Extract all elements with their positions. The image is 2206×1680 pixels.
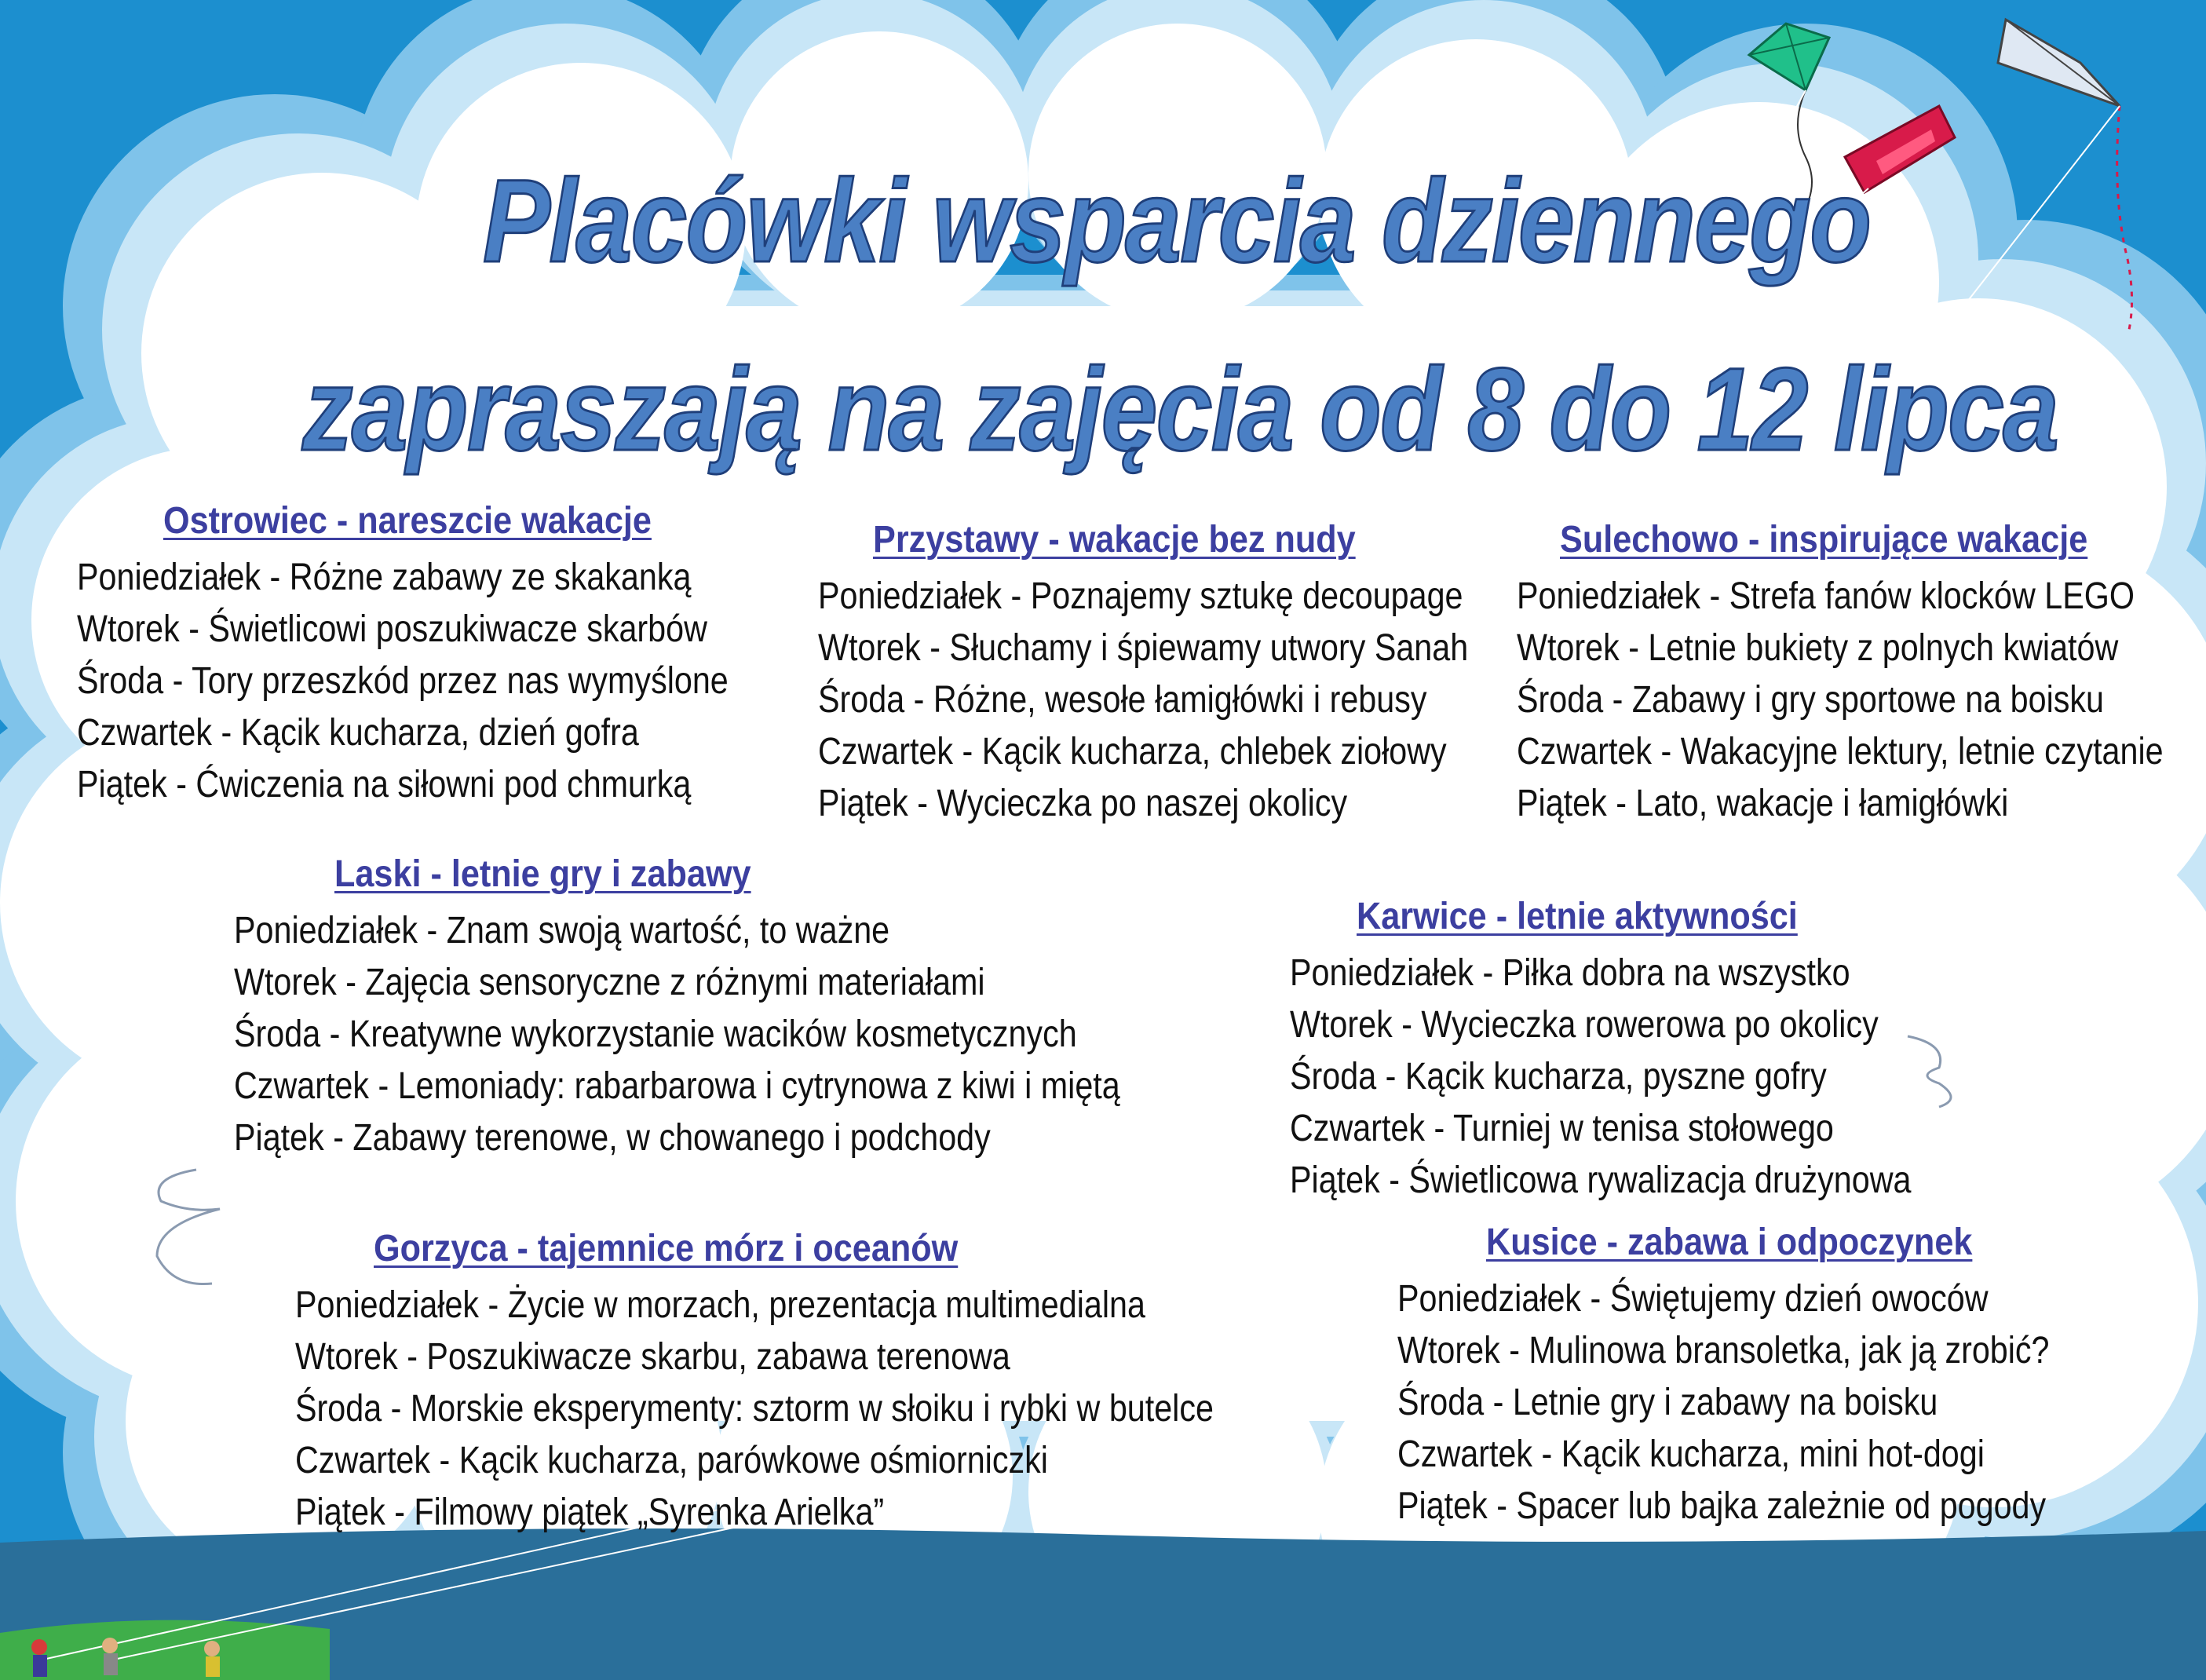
schedule-item: Środa - Zabawy i gry sportowe na boisku [1517,679,2104,721]
schedule-item: Piątek - Zabawy terenowe, w chowanego i podchody [234,1117,991,1159]
location-heading: Sulechowo - inspirujące wakacje [1560,519,2088,561]
schedule-item: Środa - Kącik kucharza, pyszne gofry [1290,1056,1827,1097]
schedule-item: Poniedziałek - Życie w morzach, prezentacja multimedialna [295,1284,1145,1326]
schedule-item: Czwartek - Kącik kucharza, chlebek ziołowy [818,731,1447,772]
schedule-item: Czwartek - Wakacyjne lektury, letnie czytanie [1517,731,2164,772]
schedule-item: Piątek - Spacer lub bajka zależnie od pogody [1397,1485,2047,1527]
location-heading: Laski - letnie gry i zabawy [334,853,751,895]
schedule-item: Wtorek - Świetlicowi poszukiwacze skarbów [77,608,707,650]
schedule-item: Środa - Tory przeszkód przez nas wymyślone [77,660,729,702]
schedule-item: Wtorek - Letnie bukiety z polnych kwiatów [1517,627,2119,669]
page-title-line-2: zapraszają na zajęcia od 8 do 12 lipca [302,343,2058,475]
location-heading: Karwice - letnie aktywności [1357,896,1798,937]
page-title-line-1: Placówki wsparcia dziennego [483,155,1871,287]
location-kusice [1397,1221,2156,1532]
schedule-item: Środa - Letnie gry i zabawy na boisku [1397,1382,1938,1423]
grass [0,1620,330,1680]
schedule-item: Wtorek - Zajęcia sensoryczne z różnymi materiałami [234,962,985,1003]
schedule-item: Środa - Morskie eksperymenty: sztorm w słoiku i rybki w butelce [295,1388,1214,1430]
schedule-item: Wtorek - Mulinowa bransoletka, jak ją zrobić? [1397,1330,2050,1371]
location-laski [234,853,1264,1164]
schedule-item: Wtorek - Poszukiwacze skarbu, zabawa terenowa [295,1336,1010,1378]
location-heading: Przystawy - wakacje bez nudy [873,519,1356,561]
location-ostrowiec [77,499,835,811]
location-heading: Gorzyca - tajemnice mórz i oceanów [374,1228,959,1269]
schedule-item: Czwartek - Kącik kucharza, parówkowe ośmiorniczki [295,1440,1048,1481]
schedule-item: Wtorek - Wycieczka rowerowa po okolicy [1290,1004,1879,1046]
schedule-item: Poniedziałek - Strefa fanów klocków LEGO [1517,575,2135,617]
schedule-item: Poniedziałek - Świętujemy dzień owoców [1397,1278,1989,1320]
sea [0,1528,2206,1680]
schedule-item: Czwartek - Lemoniady: rabarbarowa i cytrynowa z kiwi i miętą [234,1065,1120,1107]
schedule-item: Środa - Kreatywne wykorzystanie wacików kosmetycznych [234,1013,1077,1055]
schedule-item: Piątek - Lato, wakacje i łamigłówki [1517,783,2009,824]
location-sulechowo [1517,518,2206,830]
schedule-item: Poniedziałek - Piłka dobra na wszystko [1290,952,1850,994]
schedule-item: Piątek - Wycieczka po naszej okolicy [818,783,1348,824]
location-przystawy [818,518,1574,830]
location-heading: Kusice - zabawa i odpoczynek [1486,1222,1973,1263]
schedule-item: Wtorek - Słuchamy i śpiewamy utwory Sanah [818,627,1469,669]
schedule-item: Piątek - Świetlicowa rywalizacja drużynowa [1290,1160,1912,1201]
schedule-item: Czwartek - Kącik kucharza, dzień gofra [77,712,639,754]
schedule-item: Czwartek - Turniej w tenisa stołowego [1290,1108,1834,1149]
schedule-item: Poniedziałek - Różne zabawy ze skakanką [77,557,692,598]
schedule-item: Piątek - Ćwiczenia na siłowni pod chmurką [77,764,692,805]
schedule-item: Czwartek - Kącik kucharza, mini hot-dogi [1397,1433,1985,1475]
location-gorzyca [295,1227,1363,1539]
schedule-item: Poniedziałek - Znam swoją wartość, to ważne [234,910,890,951]
schedule-item: Poniedziałek - Poznajemy sztukę decoupage [818,575,1463,617]
schedule-item: Piątek - Filmowy piątek „Syrenka Arielka” [295,1492,885,1533]
location-karwice [1290,895,2012,1207]
location-heading: Ostrowiec - nareszcie wakacje [163,500,652,542]
schedule-item: Środa - Różne, wesołe łamigłówki i rebusy [818,679,1427,721]
